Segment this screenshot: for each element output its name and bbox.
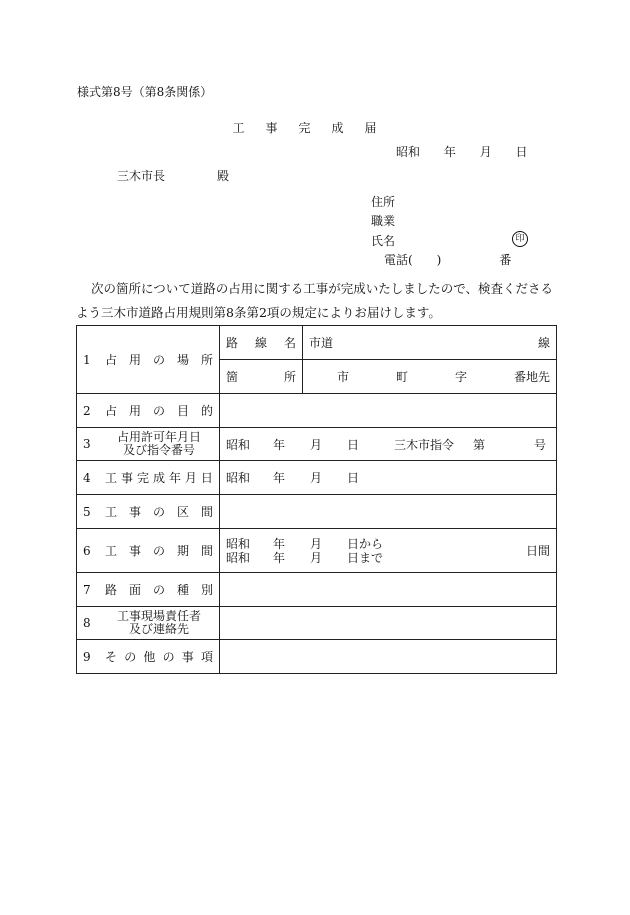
purpose-field[interactable] xyxy=(220,394,557,428)
table-row xyxy=(77,326,557,360)
row-label-manager: 8 工事現場責任者 及び連絡先 xyxy=(77,607,220,640)
surface-field[interactable] xyxy=(220,573,557,607)
spaced-label: 路 線 名 xyxy=(226,336,296,350)
completion-date-field[interactable]: 昭和 年 月 日 xyxy=(220,461,557,495)
table-row xyxy=(77,428,557,461)
spaced-label: 工 事 の 期 間 xyxy=(105,544,213,558)
table-row xyxy=(77,573,557,607)
spaced-label: そ の 他 の 事 項 xyxy=(105,650,213,664)
permit-field[interactable]: 昭和 年 月 日 三木市指令 第 号 xyxy=(220,428,557,461)
row-label-section: 5 工 事 の 区 間 xyxy=(77,495,220,529)
submission-date: 昭和 年 月 日 xyxy=(396,145,528,159)
other-field[interactable] xyxy=(220,640,557,674)
spaced-label: 箇 所 xyxy=(226,370,296,384)
table-row xyxy=(77,607,557,640)
location-label-cell xyxy=(220,360,303,394)
document-title: 工事完成届 xyxy=(232,121,398,135)
location-field[interactable]: 市 町 字 番地先 xyxy=(303,360,557,394)
addressee: 三木市長 殿 xyxy=(117,169,230,183)
section-field[interactable] xyxy=(220,495,557,529)
applicant-occupation-label: 職業 xyxy=(371,214,396,228)
body-text: 次の箇所について道路の占用に関する工事が完成いたしましたので、検査くださるよう三木市道路占用規則第8条第2項の規定によりお届けします。 xyxy=(76,281,554,320)
applicant-phone: 電話( ) 番 xyxy=(384,253,512,267)
table-row xyxy=(77,640,557,674)
row-label-completion-date: 4 工 事 完 成 年 月 日 xyxy=(77,461,220,495)
table-row xyxy=(77,461,557,495)
manager-field[interactable] xyxy=(220,607,557,640)
spaced-label: 工 事 完 成 年 月 日 xyxy=(105,471,213,485)
spaced-label: 占 用 の 目 的 xyxy=(105,404,213,418)
spaced-label: 路 面 の 種 別 xyxy=(105,583,213,597)
row-label-other: 9 そ の 他 の 事 項 xyxy=(77,640,220,674)
route-label-cell xyxy=(220,326,303,360)
form-number: 様式第8号（第8条関係） xyxy=(77,85,213,99)
row-label-surface: 7 路 面 の 種 別 xyxy=(77,573,220,607)
completion-form-table xyxy=(76,325,557,674)
row-label-purpose: 2 占 用 の 目 的 xyxy=(77,394,220,428)
row-label-permit: 3 占用許可年月日 及び指令番号 xyxy=(77,428,220,461)
period-field[interactable]: 昭和 年 月 日から 昭和 年 月 日まで 日間 xyxy=(220,529,557,573)
applicant-name-label: 氏名 xyxy=(371,234,396,248)
row-label-location: 1 占 用 の 場 所 xyxy=(77,326,220,394)
table-row xyxy=(77,394,557,428)
route-field[interactable]: 市道 線 xyxy=(303,326,557,360)
seal-mark: 印 xyxy=(512,231,528,247)
table-row xyxy=(77,529,557,573)
spaced-label: 占 用 の 場 所 xyxy=(105,353,213,367)
applicant-address-label: 住所 xyxy=(371,195,396,209)
spaced-label: 工 事 の 区 間 xyxy=(105,505,213,519)
row-label-period: 6 工 事 の 期 間 xyxy=(77,529,220,573)
table-row xyxy=(77,495,557,529)
